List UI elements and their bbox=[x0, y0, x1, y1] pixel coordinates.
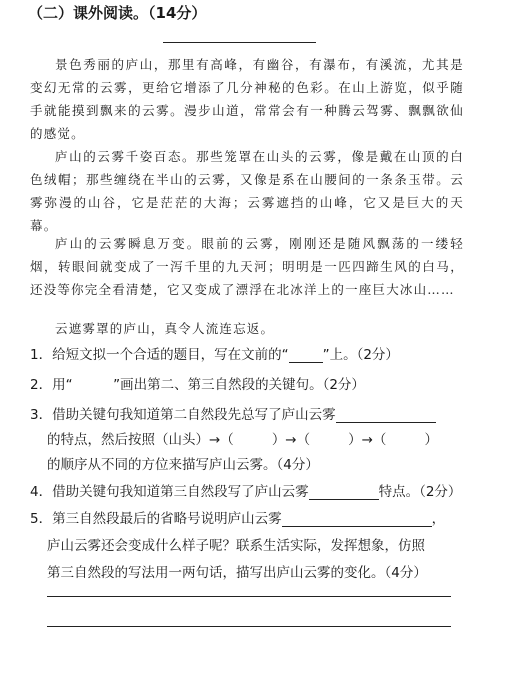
passage-paragraph-3: 庐山的云雾瞬息万变。眼前的云雾，刚刚还是随风飘荡的一缕轻烟，转眼间就变成了一泻千里的九天河；明明是一匹四蹄生风的白马，还没等你完全看清楚，它又变成了漂浮在北冰洋上的一座巨大冰山…… bbox=[30, 236, 464, 297]
question-3-text-a: 3．借助关键句我知道第二自然段先总写了庐山云雾 bbox=[30, 407, 336, 423]
question-5-line-3: 第三自然段的写法用一两句话，描写出庐山云雾的变化。（4分） bbox=[47, 565, 427, 581]
question-1-text-post: ”上。（2分） bbox=[322, 347, 399, 363]
question-4-text-post: 特点。（2分） bbox=[378, 484, 462, 500]
question-3-line-3: 的顺序从不同的方位来描写庐山云雾。（4分） bbox=[47, 457, 319, 473]
question-4-blank[interactable] bbox=[309, 483, 379, 500]
question-5-line-1 bbox=[30, 507, 445, 527]
answer-line-2[interactable] bbox=[47, 626, 451, 627]
question-5-line-2: 庐山云雾还会变成什么样子呢？联系生活实际，发挥想象，仿照 bbox=[47, 538, 425, 554]
question-5-text-a-post: ， bbox=[431, 511, 446, 527]
question-1 bbox=[30, 343, 399, 363]
question-3-text-b-pre: 的特点，然后按照（山头）→（ bbox=[47, 432, 234, 448]
question-4-text-pre: 4．借助关键句我知道第三自然段写了庐山云雾 bbox=[30, 484, 309, 500]
passage-paragraph-2: 庐山的云雾千姿百态。那些笼罩在山头的云雾，像是戴在山顶的白色绒帽；那些缠绕在半山的云雾，又像是系在山腰间的一条条玉带。云雾弥漫的山谷，它是茫茫的大海；云雾遮挡的山峰，它又是巨大的天幕。 bbox=[30, 149, 464, 233]
passage-paragraph-1: 景色秀丽的庐山，那里有高峰，有幽谷，有瀑布，有溪流，尤其是变幻无常的云雾，更给它增添了几分神秘的色彩。在山上游览，似乎随手就能摸到飘来的云雾。漫步山道，常常会有一种腾云驾雾、飘飘欲仙的感觉。 bbox=[30, 57, 464, 141]
question-5-text-a-pre: 5．第三自然段最后的省略号说明庐山云雾 bbox=[30, 511, 282, 527]
question-3-line-2 bbox=[47, 428, 438, 448]
question-3-text-b-post: ） bbox=[424, 432, 438, 448]
question-3-line-1 bbox=[30, 403, 436, 423]
question-5-blank[interactable] bbox=[282, 510, 432, 527]
question-3-text-b-mid1: ）→（ bbox=[271, 432, 311, 448]
question-1-text-pre: 1．给短文拟一个合适的题目，写在文前的“ bbox=[30, 347, 289, 363]
passage-closing-line: 云遮雾罩的庐山，真令人流连忘返。 bbox=[55, 321, 275, 336]
question-4 bbox=[30, 480, 461, 500]
title-blank-line[interactable] bbox=[163, 42, 316, 43]
question-3-text-b-mid2: ）→（ bbox=[348, 432, 387, 448]
section-title: （二）课外阅读。（14分） bbox=[28, 4, 207, 22]
question-1-blank[interactable] bbox=[289, 346, 323, 363]
answer-line-1[interactable] bbox=[47, 596, 451, 597]
question-2: 2．用“ ”画出第二、第三自然段的关键句。（2分） bbox=[30, 377, 365, 393]
question-3-blank-feature[interactable] bbox=[336, 406, 436, 423]
